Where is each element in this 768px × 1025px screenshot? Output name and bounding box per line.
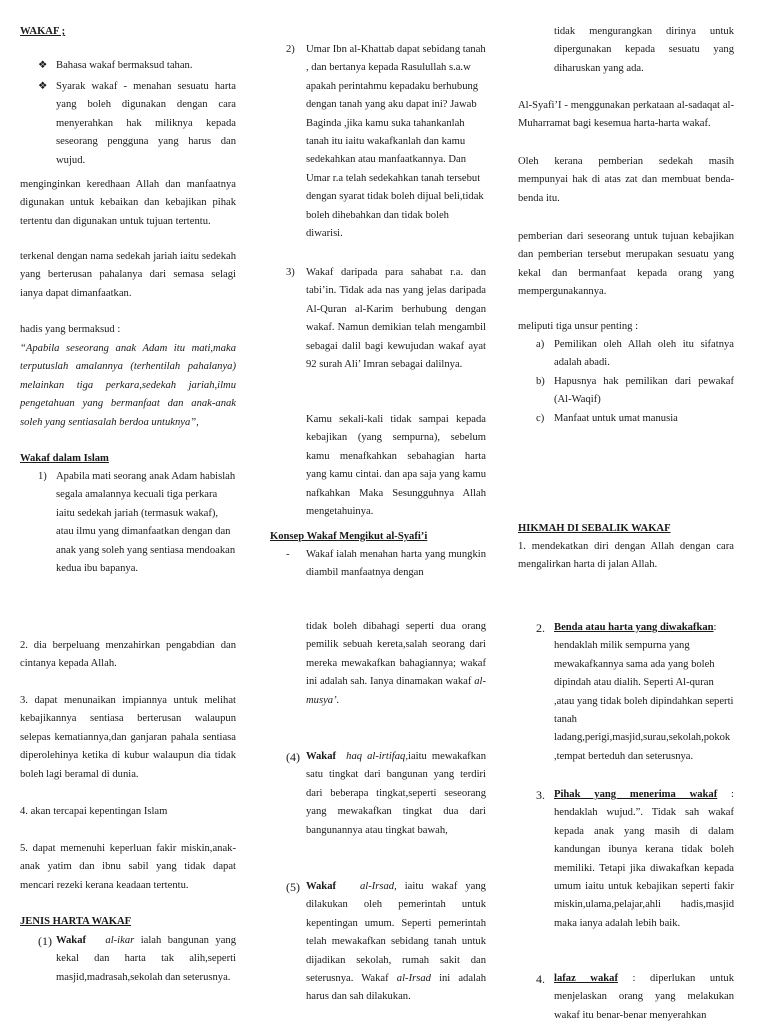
paragraph-sedekah-zat: Oleh kerana pemberian sedekah masih mempunyai hak di atas zat dan membuat benda-benda itu. [518,156,734,204]
definition-text: iaitu mewakafkan satu tingkat dari bangunan yang terdiri dari beberapa tingkat,seperti seseorang yang mewakafkan tingkat dua dari bangunannya atau tingkat bawah, [306,751,486,836]
list-item-1-text: Apabila mati seorang anak Adam habislah segala amalannya kecuali tiga perkara iaitu sedekah jariah (termasuk wakaf), atau ilmu yang dimanfaatkan dengan dan anak yang soleh yang sentiasa mendoakan kedua ibu bapanya. [56,471,236,575]
syarat-item-4-text: lafaz wakaf : diperlukan untuk menjelaskan orang yang melakukan wakaf itu benar-benar menyerahkan [554,973,734,1021]
list-letter: c) [536,413,545,424]
bullet-1 [38,57,236,75]
bullet-2 [38,78,236,170]
term-al-irsad: al-Irsad [396,973,431,985]
konsep-item [286,546,486,583]
heading-wakaf: WAKAF ; [20,26,66,37]
definition-text: diperlukan untuk menjelaskan orang yang melakukan wakaf itu benar-benar menyerahkan [554,973,734,1021]
list-letter: b) [536,376,545,387]
unsur-c-text: Manfaat untuk umat manusia [554,413,678,424]
paragraph-continuation: tidak mengurangkan dirinya untuk dipergunakan kepada sesuatu yang diharuskan yang ada. [554,26,734,74]
bullet-1-text: Bahasa wakaf bermaksud tahan. [56,60,193,71]
list-number: 3) [286,267,295,278]
term-benda-harta: Benda atau harta yang diwakafkan [554,622,714,633]
verse-translation: Kamu sekali-kali tidak sampai kepada kebajikan (yang sempurna), sebelum kamu menafkahkan sebahagian harta yang kamu cintai. dan apa saja yang kamu nafkahkan Maka Sesungguhnya Allah mengetahuinya. [306,414,486,518]
paragraph-al-syafii: Al-Syafi’I - menggunakan perkataan al-sadaqat al-Muharramat bagi kesemua harta-harta wakaf. [518,100,734,130]
term-haq-al-irtifaq: haq al-irtifaq, [346,751,408,762]
syarat-item-2 [536,619,734,766]
term-wakaf: Wakaf [306,881,337,892]
paragraph-sedekah-jariah: terkenal dengan nama sedekah jariah iaitu sedekah yang berterusan pahalanya dari semasa selagi ianya dapat dimanfaatkan. [20,251,236,299]
list-item-1 [38,468,236,578]
unsur-c [536,410,734,428]
unsur-a-text: Pemilikan oleh Allah oleh itu sifatnya adalah abadi. [554,339,734,369]
jenis-item-1-text [38,932,236,987]
list-number: 2) [286,44,295,55]
paragraph-keredhaan: menginginkan keredhaan Allah dan manfaatnya digunakan untuk kebaikan dan kebajikan pihak tertentu dan digunakan untuk tujuan tertentu. [20,179,236,227]
heading-wakaf-dalam-islam: Wakaf dalam Islam [20,453,109,464]
syarat-item-3 [536,786,734,933]
list-number: (5) [286,880,300,894]
definition-text: iaitu wakaf yang dilakukan oleh pemerintah untuk kepentingan umum. Seperti pemerintah telah mewakafkan sebidang tanah untuk dijadikan sekolah, rumah sakit dan seterusnya. Wakaf [306,881,486,985]
list-number: 2. [536,621,545,635]
unsur-b-text: Hapusnya hak pemilikan dari pewakaf (Al-Waqif) [554,376,734,406]
syarat-item-2-text: Benda atau harta yang diwakafkan: hendaklah milik sempurna yang mewakafkannya sama ada yang boleh dipindah atau dialih. Seperti Al-quran ,atau yang tidak boleh dipindahkan seperti tanah ladang,perigi,masjid,surau,sekolah,pokok ,tempat berteduh dan seterusnya. [554,622,734,762]
list-item-sahabat [286,264,486,374]
jenis-item-5-text [286,878,486,1007]
definition-text: ialah bangunan yang kekal dan harta tak alih,seperti masjid,madrasah,sekolah dan seterusnya. [56,935,236,983]
term-al-ikar: al-ikar [105,935,135,946]
paragraph-tiga-unsur: meliputi tiga unsur penting : [518,321,639,332]
unsur-a [536,336,734,373]
term-wakaf: Wakaf [306,751,337,762]
definition-text-end: ini adalah harus dan sah dilakukan. [306,973,487,1003]
konsep-text: Wakaf ialah menahan harta yang mungkin diambil manfaatnya dengan [306,549,486,579]
jenis-item-4-text [286,748,486,840]
paragraph-pemberian: pemberian dari seseorang untuk tujuan kebajikan dan pemberian tersebut merupakan sesuatu yang kekal dan bermanfaat kepada orang yang mempergunakannya. [518,231,734,298]
bullet-2-text: Syarak wakaf - menahan sesuatu harta yang boleh digunakan dengan cara menyerahkan hak miliknya kepada seseorang pengguna yang harus dan wujud. [56,81,236,166]
list-item-2: 2. dia berpeluang menzahirkan pengabdian dan cintanya kepada Allah. [20,640,236,670]
list-number: (4) [286,750,300,764]
dash-bullet: - [286,549,290,560]
list-item-3: 3. dapat menunaikan impiannya untuk melihat kebajikannya sentiasa berterusan walaupun selepas kematiannya,dan ganjaran pahala sentiasa diperolehinya ketika di kubur walaupun dia tidak boleh lagi beramal di dunia. [20,695,236,780]
term-wakaf: Wakaf [56,935,87,946]
list-item-umar [286,41,486,243]
term-al-irsad: al-Irsad, [359,881,397,892]
musya-text: tidak boleh dibahagi seperti dua orang pemilik sebuah kereta,salah seorang dari mereka mewakafkan bahagiannya; wakaf ini adalah sah. Ianya dinamakan wakaf [306,621,486,688]
list-number: (1) [38,934,52,948]
diamond-bullet-icon: ❖ [38,81,48,92]
heading-jenis-harta-wakaf: JENIS HARTA WAKAF [20,916,132,927]
paragraph-hadis-intro: hadis yang bermaksud : [20,324,121,335]
list-item-4: 4. akan tercapai kepentingan Islam [20,806,168,817]
definition-text: hendaklah milik sempurna yang mewakafkannya sama ada yang boleh dipindah atau dialih. Seperti Al-quran ,atau yang tidak boleh dipindahkan seperti tanah ladang,perigi,masjid,surau,sekolah,pokok ,tempat berteduh dan seterusnya. [554,640,734,762]
umar-text: Umar Ibn al-Khattab dapat sebidang tanah , dan bertanya kepada Rasulullah s.a.w apakah perintahmu kepadaku berhubung dengan tanah yang aku dapat ini? Jawab Baginda ,jika kamu suka tahankanlah tanah itu iaitu wakafkanlah dan kamu sedekahkan atau manfaatkannya. Dan Umar r.a telah sedekahkan tanah tersebut dengan syarat tidak boleh dijual beli,tidak boleh dihebahkan dan tidak boleh diwarisi. [306,44,486,240]
diamond-bullet-icon: ❖ [38,60,48,71]
sahabat-text: Wakaf daripada para sahabat r.a. dan tabi’in. Tidak ada nas yang jelas daripada Al-Quran al-Karim berhubung dengan wakaf. Namun demikian telah mengambil sebagai dalil bagi kewujudan wakaf ayat 92 surah Ali’ Imran sebagai dalilnya. [306,267,486,371]
heading-konsep-wakaf: Konsep Wakaf Mengikut al-Syafi’i [270,531,428,542]
jenis-item-4 [286,748,486,840]
list-number: 3. [536,788,545,802]
list-number: 1) [38,471,47,482]
term-lafaz-wakaf: lafaz wakaf [554,973,618,984]
syarat-item-4 [536,970,734,1025]
hadith-quote: “Apabila seseorang anak Adam itu mati,maka terputuslah amalannya (terhentilah pahalanya) melainkan tiga perkara,sedekah jariah,ilmu pengetahuan yang bermanfaat dan anak-anak soleh yang sentiasalah berdoa untuknya”, [20,343,236,428]
jenis-item-1 [38,932,236,987]
list-letter: a) [536,339,545,350]
syarat-item-3-text: Pihak yang menerima wakaf : hendaklah wujud.”. Tidak sah wakaf kepada anak yang masih di dalam kandungan ibunya kerana tidak boleh memiliki. Tetapi jika diwakafkan kepada umum iaitu untuk kebajikan seperti fakir miskin,ulama,pelajar,ahli hadis,masjid maka ianya adalah lebih baik. [554,789,734,929]
term-pihak-menerima: Pihak yang menerima wakaf [554,789,718,800]
hikmah-1: 1. mendekatkan diri dengan Allah dengan cara mengalirkan harta di jalan Allah. [518,541,734,571]
term-al-musya: al-musya’. [306,676,486,706]
definition-text: hendaklah wujud.”. Tidak sah wakaf kepada anak yang masih di dalam kandungan ibunya kerana tidak boleh memiliki. Tetapi jika diwakafkan kepada umum iaitu untuk kebajikan seperti fakir miskin,ulama,pelajar,ahli hadis,masjid maka ianya adalah lebih baik. [554,807,734,929]
wakaf-musya-paragraph [306,618,486,710]
unsur-b [536,373,734,410]
list-item-5: 5. dapat memenuhi keperluan fakir miskin,anak-anak yatim dan ibnu sabil yang tidak dapat mencari rezeki kerana keadaan tertentu. [20,843,236,891]
heading-hikmah: HIKMAH DI SEBALIK WAKAF [518,523,671,534]
list-number: 4. [536,972,545,986]
jenis-item-5 [286,878,486,1007]
